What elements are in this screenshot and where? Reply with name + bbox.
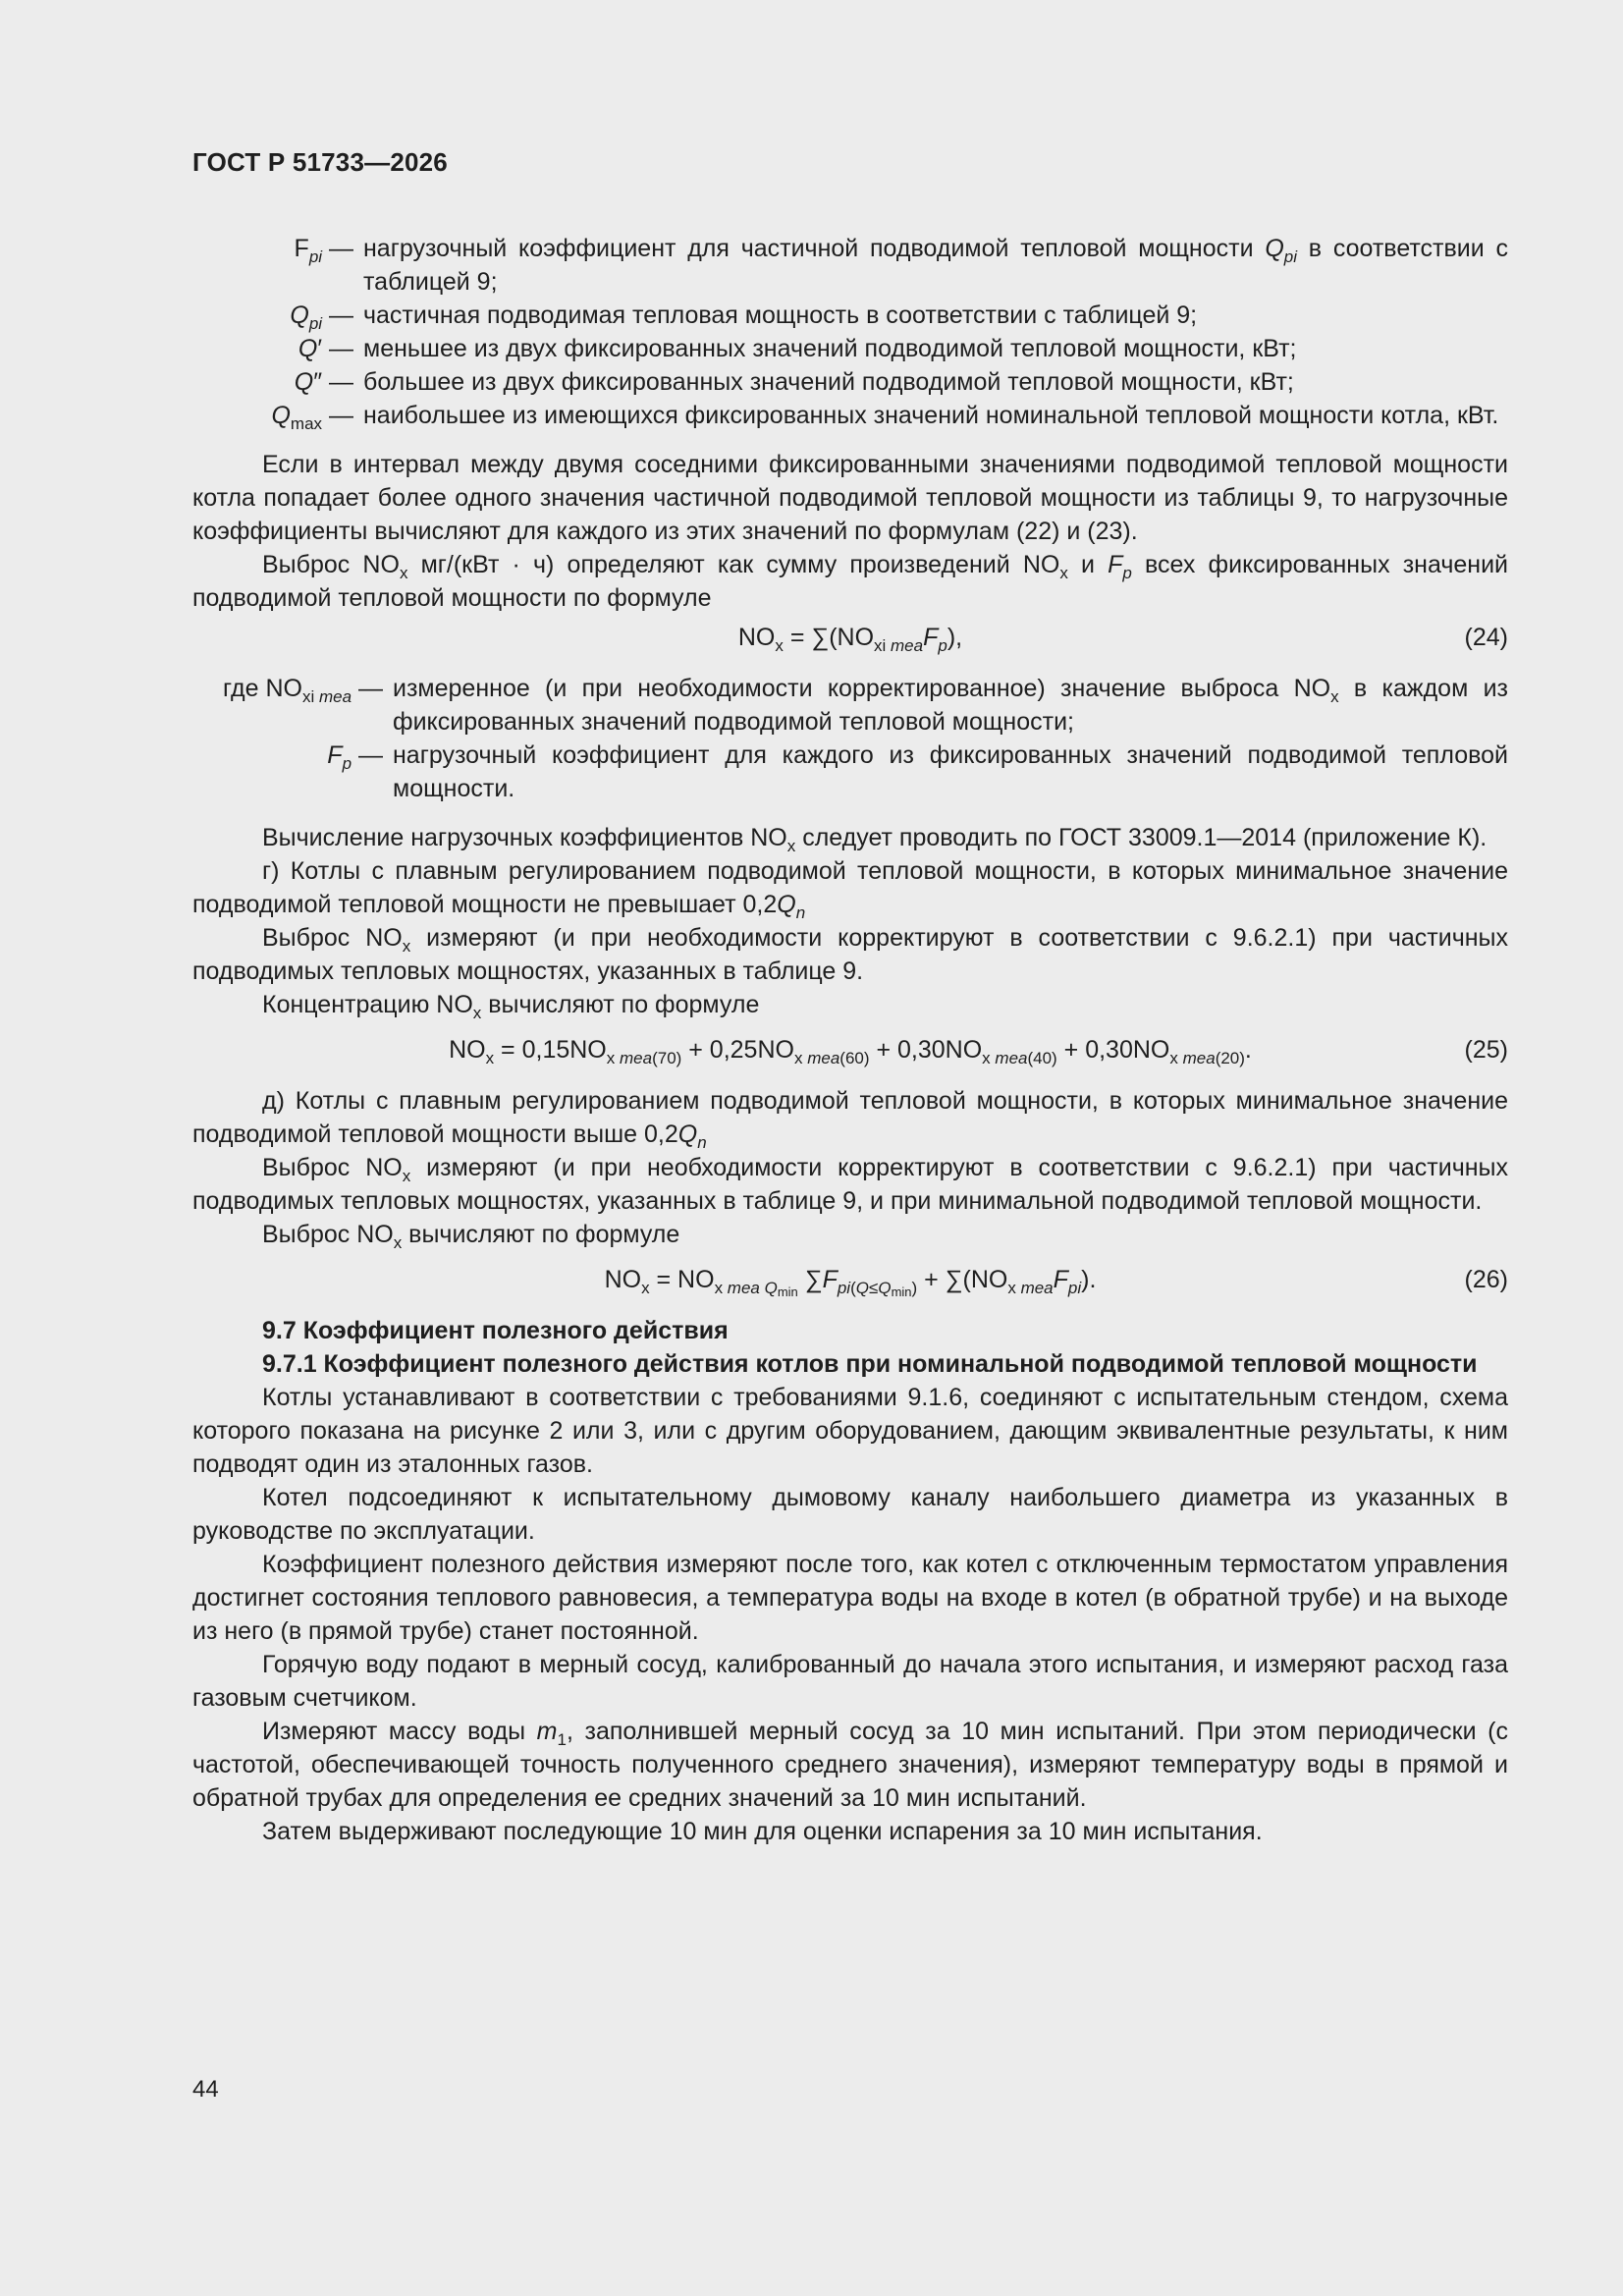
paragraph: Котлы устанавливают в соответствии с требованиями 9.1.6, соединяют с испытательным стендом, схема которого показана на рисунке 2 или 3, или с другим оборудованием, дающим эквивалентные результаты, к ним подводят один из эталонных газов. (192, 1384, 1508, 1478)
formula-expression: $NO_x = 0,15NO_{x mea(70)} + 0,25NO_{x mea(60)} + 0,30NO_{x mea(40)} + 0,30NO_{x mea(20)}$. (449, 1036, 1252, 1067)
definition-text: измеренное (и при необходимости корректированное) значение выброса $NO_x$ в каждом из фиксированных значений подводимой тепловой мощности; (393, 675, 1508, 736)
paragraph: Коэффициент полезного действия измеряют после того, как котел с отключенным термостатом управления достигнет состояния теплового равновесия, а температура воды на входе в котел (в обратной трубе) и на выходе из него (в прямой трубе) станет постоянной. (192, 1551, 1508, 1645)
definition-symbol: $F_p$ — (327, 741, 383, 773)
paragraph: Выброс $NO_x$ мг/(кВт · ч) определяют как сумму произведений $NO_x$ и $F_p$ всех фиксированных значений подводимой тепловой мощности по формуле (192, 551, 1509, 612)
paragraph: Выброс $NO_x$ измеряют (и при необходимости корректируют в соответствии с 9.6.2.1) при частичных подводимых тепловых мощностях, указанных в таблице 9. (192, 924, 1508, 985)
definition-item (192, 232, 1508, 299)
document-header: ГОСТ Р 51733—2026 (192, 147, 448, 177)
formula-number: (24) (1464, 624, 1508, 651)
definition-item (192, 365, 1508, 399)
paragraph: Концентрацию $NO_x$ вычисляют по формуле (262, 991, 760, 1022)
definition-symbol: где $NO_{xi mea}$ — (223, 675, 383, 706)
paragraph: г) Котлы с плавным регулированием подводимой тепловой мощности, в которых минимальное значение подводимой тепловой мощности не превышает $0,2Q_n$ (192, 857, 1508, 922)
definitions-list (192, 672, 1508, 805)
formula-24 (192, 621, 1508, 654)
paragraph: Выброс $NO_x$ вычисляют по формуле (262, 1221, 680, 1252)
definition-item (192, 332, 1508, 365)
definition-item (192, 399, 1508, 432)
paragraph: Измеряют массу воды $m_1$, заполнившей мерный сосуд за 10 мин испытаний. При этом периодически (с частотой, обеспечивающей точность полученного среднего значения), измеряют температуру воды в прямой и обратной трубах для определения ее средних значений за 10 мин испытаний. (192, 1718, 1508, 1812)
paragraph: д) Котлы с плавным регулированием подводимой тепловой мощности, в которых минимальное значение подводимой тепловой мощности выше $0,2Q_n$ (192, 1087, 1508, 1152)
definition-symbol: $F_{pi}$ — (294, 235, 353, 266)
definition-symbol: Q″ — (294, 368, 353, 396)
formula-25 (192, 1033, 1508, 1066)
definition-text: большее из двух фиксированных значений подводимой тепловой мощности, кВт; (363, 368, 1294, 396)
paragraph: Котел подсоединяют к испытательному дымовому каналу наибольшего диаметра из указанных в руководстве по эксплуатации. (192, 1484, 1508, 1545)
page-number: 44 (192, 2076, 219, 2103)
paragraph: Если в интервал между двумя соседними фиксированными значениями подводимой тепловой мощности котла попадает более одного значения частичной подводимой тепловой мощности из таблицы 9, то нагрузочные коэффициенты вычисляют для каждого из этих значений по формулам (22) и (23). (192, 451, 1508, 545)
formula-number: (26) (1464, 1266, 1508, 1293)
definition-item (192, 672, 1508, 738)
formula-26 (192, 1263, 1508, 1299)
section-heading: 9.7 Коэффициент полезного действия (262, 1317, 729, 1344)
formula-number: (25) (1464, 1036, 1508, 1064)
definition-text: частичная подводимая тепловая мощность в соответствии с таблицей 9; (363, 301, 1198, 329)
paragraph: Выброс $NO_x$ измеряют (и при необходимости корректируют в соответствии с 9.6.2.1) при частичных подводимых тепловых мощностях, указанных в таблице 9, и при минимальной подводимой тепловой мощности. (192, 1154, 1508, 1215)
definition-item (192, 299, 1508, 332)
definition-item (192, 738, 1508, 805)
definition-symbol: Q′ — (298, 335, 353, 362)
definitions-list (192, 232, 1508, 432)
subsection-heading: 9.7.1 Коэффициент полезного действия котлов при номинальной подводимой тепловой мощности (262, 1350, 1478, 1378)
paragraph: Вычисление нагрузочных коэффициентов $NO_x$ следует проводить по ГОСТ 33009.1—2014 (приложение К). (262, 824, 1488, 855)
definition-text: нагрузочный коэффициент для каждого из фиксированных значений подводимой тепловой мощности. (393, 741, 1508, 802)
paragraph: Затем выдерживают последующие 10 мин для оценки испарения за 10 мин испытания. (262, 1818, 1263, 1845)
definition-text: меньшее из двух фиксированных значений подводимой тепловой мощности, кВт; (363, 335, 1297, 362)
formula-expression: $NO_x = NO_{x mea Q_{min}}$ $\sum F_{pi(Q\le Q_{min})} + \sum(NO_{x mea}F_{pi})$. (604, 1266, 1097, 1299)
definition-symbol: $Q_{pi}$ — (290, 301, 353, 333)
definition-text: нагрузочный коэффициент для частичной подводимой тепловой мощности $Q_{pi}$ в соответствии с таблицей 9; (363, 235, 1508, 296)
definition-text: наибольшее из имеющихся фиксированных значений номинальной тепловой мощности котла, кВт. (363, 402, 1499, 429)
definition-symbol: $Q_{max}$ — (271, 402, 353, 433)
formula-expression: $NO_x = \sum(NO_{xi mea}F_p)$, (737, 624, 963, 655)
paragraph: Горячую воду подают в мерный сосуд, калиброванный до начала этого испытания, и измеряют расход газа газовым счетчиком. (192, 1651, 1508, 1712)
page-content (192, 232, 1508, 1848)
